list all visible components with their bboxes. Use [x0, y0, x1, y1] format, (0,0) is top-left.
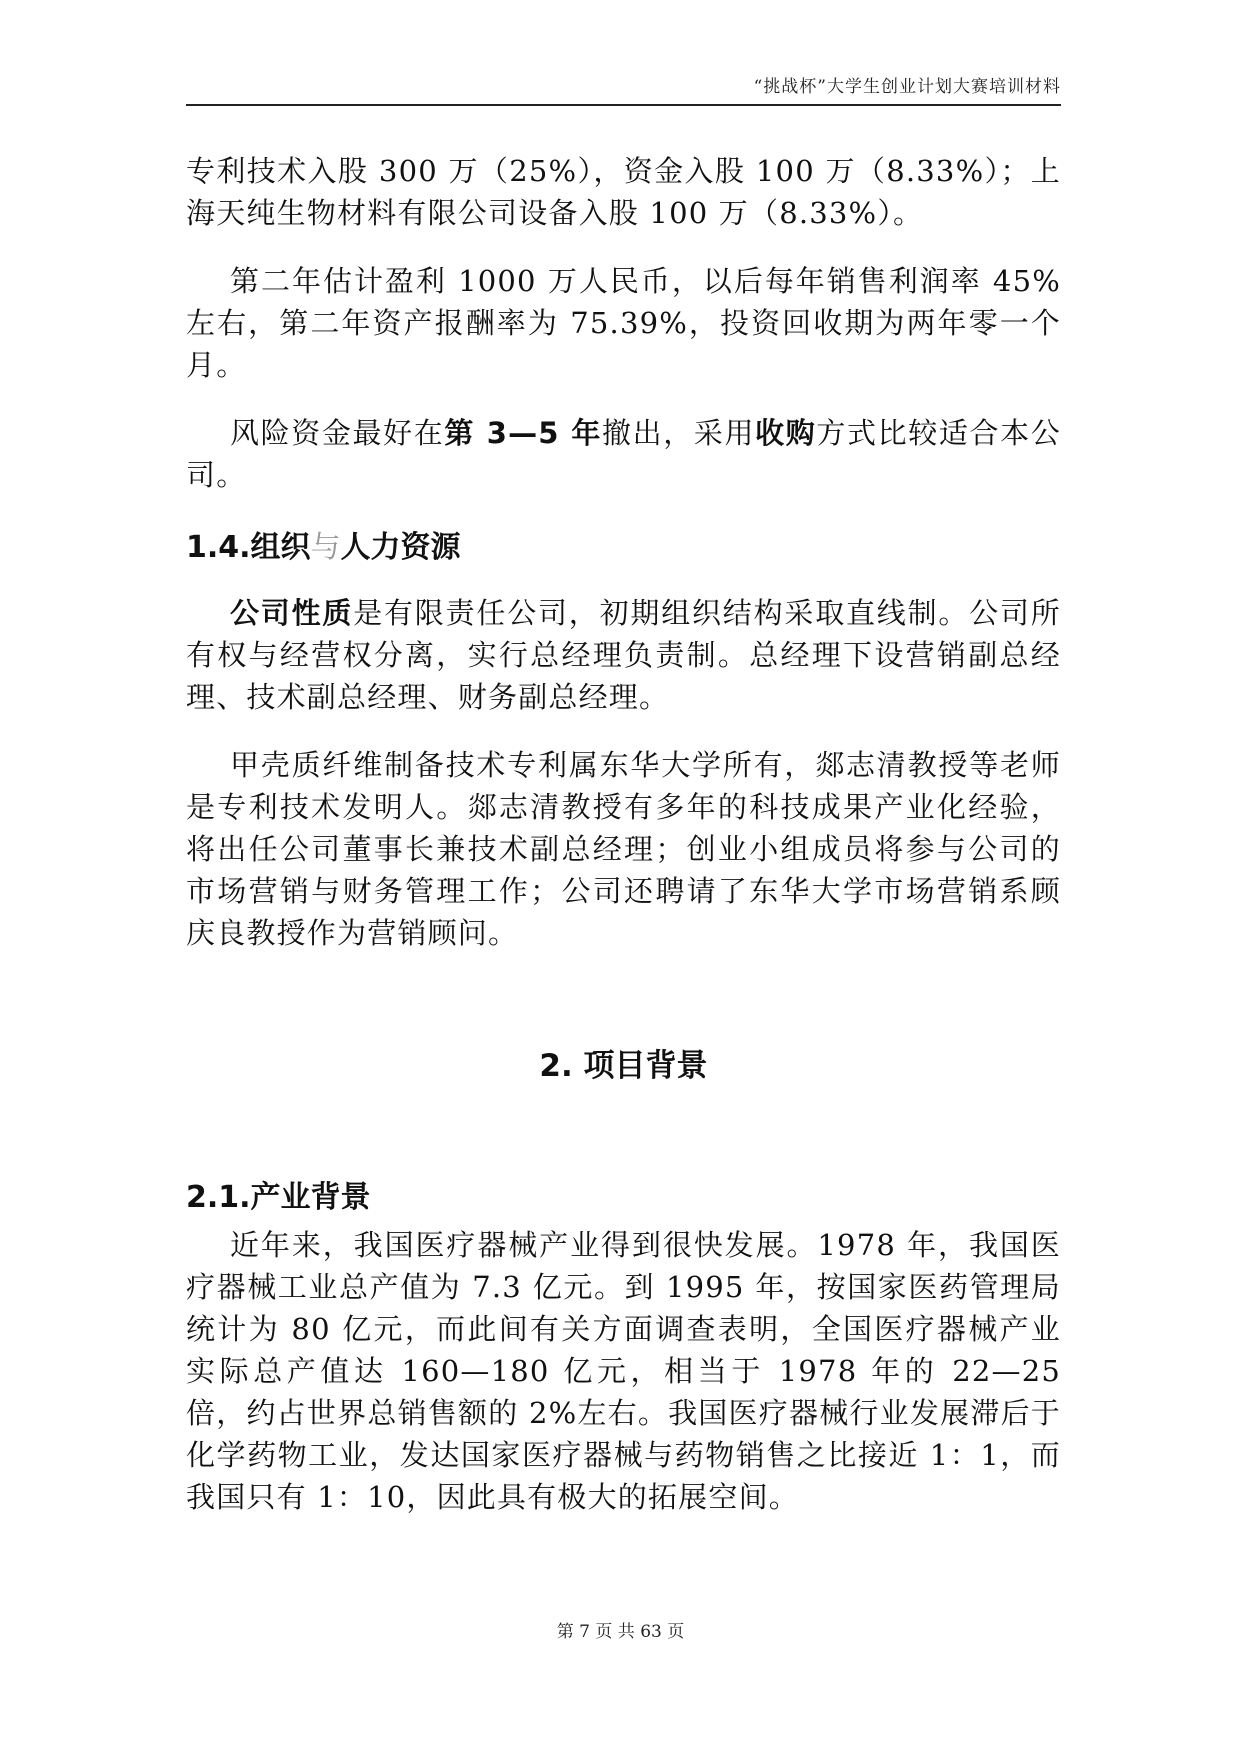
bold-span: 收购 — [755, 416, 817, 450]
heading-part: 人力资源 — [340, 530, 461, 565]
paragraph-team: 甲壳质纤维制备技术专利属东华大学所有，郯志清教授等老师是专利技术发明人。郯志清教授有多年的科技成果产业化经验，将出任公司董事长兼技术副总经理；创业小组成员将参与公司的市场营销与财务管理工作；公司还聘请了东华大学市场营销系顾庆良教授作为营销顾问。 — [186, 748, 1061, 950]
text-span: 是有限责任公司，初期组织结构采取直线制。公司所有权与经营权分离，实行总经理负责制。总经理下设营销副总经理、技术副总经理、财务副总经理。 — [186, 596, 1061, 714]
paragraph-industry: 近年来，我国医疗器械产业得到很快发展。1978 年，我国医疗器械工业总产值为 7.3 亿元。到 1995 年，按国家医药管理局统计为 80 亿元，而此间有关方面调查表明，全国医疗器械产业实际总产值达 160—180 亿元，相当于 1978 年的 22—25 倍，约占世界总销售额的 2%左右。我国医疗器械行业发展滞后于化学药物工业，发达国家医疗器械与药物销售之比接近 1：1，而我国只有 1：10，因此具有极大的拓展空间。 — [186, 1228, 1061, 1514]
chapter-heading-2: 2. 项目背景 — [539, 1048, 708, 1084]
page-header — [186, 70, 1061, 106]
page-content — [186, 150, 1061, 1518]
paragraph-profit: 第二年估计盈利 1000 万人民币，以后每年销售利润率 45%左右，第二年资产报酬率为 75.39%，投资回收期为两年零一个月。 — [186, 264, 1061, 382]
text-span: 撤出，采用 — [602, 416, 756, 450]
heading-part: 与 — [310, 530, 341, 565]
page-footer: 第 7 页 共 63 页 — [556, 1622, 685, 1642]
paragraph-equity: 专利技术入股 300 万（25%），资金入股 100 万（8.33%）；上海天纯生物材料有限公司设备入股 100 万（8.33%）。 — [186, 154, 1061, 230]
paragraph-company-nature — [186, 592, 1061, 718]
bold-span: 第 3—5 年 — [444, 416, 603, 450]
heading-part: 1.4.组织 — [186, 530, 311, 565]
text-span: 风险资金最好在 — [230, 416, 445, 450]
section-heading-2-1: 2.1.产业背景 — [186, 1180, 371, 1215]
header-title: “挑战杯”大学生创业计划大赛培训材料 — [753, 77, 1061, 97]
text-span: 方式比较适合本公司。 — [186, 416, 1061, 492]
bold-span: 公司性质 — [230, 596, 354, 630]
paragraph-exit — [186, 412, 1061, 496]
section-heading-1-4 — [186, 526, 1061, 570]
